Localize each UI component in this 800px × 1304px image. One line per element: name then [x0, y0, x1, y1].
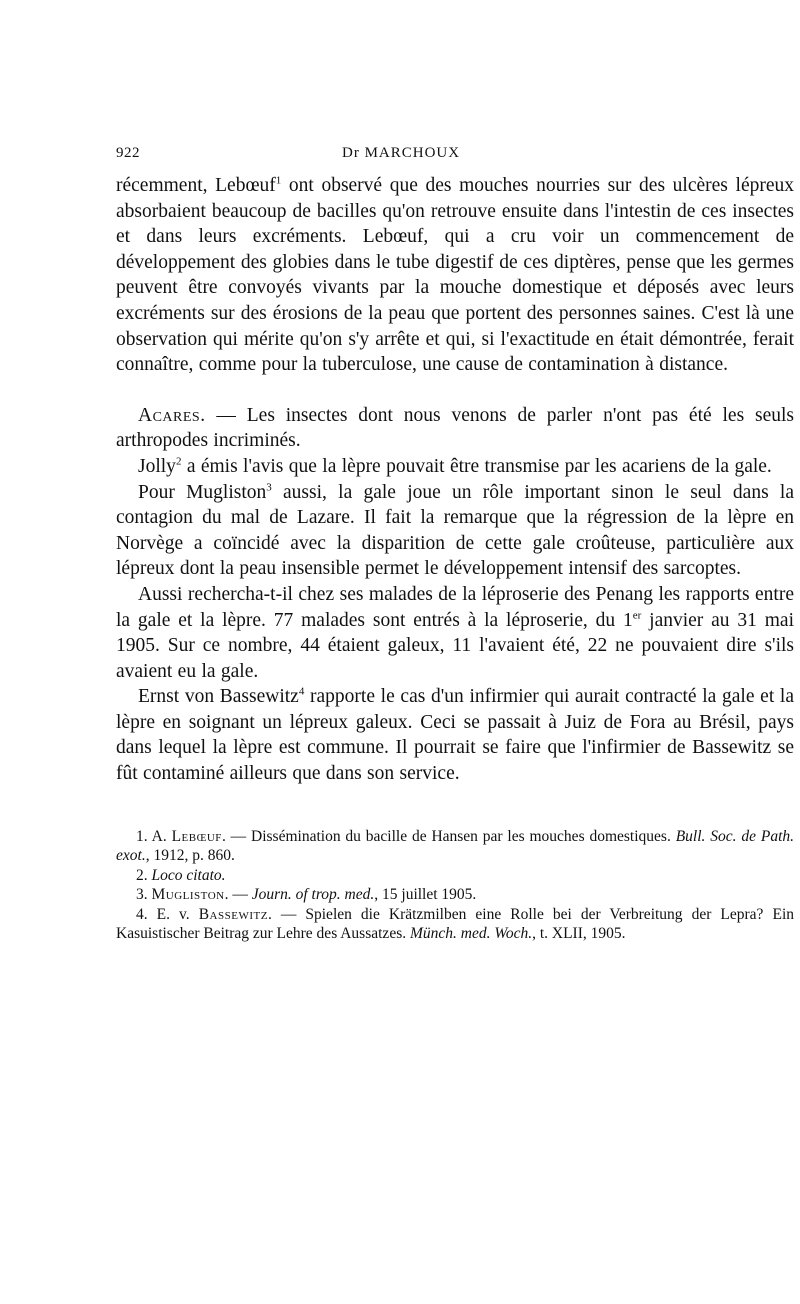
paragraph-1 — [116, 173, 794, 378]
footnote-ref-4: 4 — [298, 685, 305, 698]
footnote-4-number: 4. E. v. — [136, 905, 199, 923]
main-text — [116, 173, 794, 787]
paragraph-bassewitz-text-b: rapporte le cas d'un infirmier qui aurait contracté la gale et la lèpre en soignant un lépreux galeux. Ceci se passait à Juiz de Fora au Brésil, pays dans lequel la lèpre est commune. Il pourrait se faire que l'infirmier de Bassewitz se fût contaminé ailleurs que dans son service. — [116, 686, 794, 785]
footnote-ref-1: 1 — [275, 174, 282, 187]
footnote-1-text: . — Dissémination du bacille de Hansen par les mouches domestiques. — [221, 827, 676, 845]
footnote-3-rest: , 15 juillet 1905. — [374, 886, 477, 904]
footnote-3-author: Mugliston — [151, 886, 225, 904]
ordinal-superscript: er — [632, 609, 642, 621]
paragraph-penang-text-a: Aussi rechercha-t-il chez ses malades de la léproserie des Penang les rapports entre la gale et la lèpre. 77 malades sont entrés à la léproserie, du 1 — [116, 583, 794, 631]
footnote-3-journal: Journ. of trop. med. — [251, 886, 375, 904]
paragraph-jolly-text-a: Jolly — [138, 455, 176, 477]
paragraph-mugliston-text-b: aussi, la gale joue un rôle important sinon le seul dans la contagion du mal de Lazare. Il fait la remarque que la régression de la lèpre en Norvège a coïncidé avec la disparition de cette gale croûteuse, particulière aux lépreux dont la peau insensible permet le développement intensif des sarcoptes. — [116, 481, 794, 580]
paragraph-mugliston — [116, 480, 794, 582]
paragraph-acares-text: — Les insectes dont nous venons de parler n'ont pas été les seuls arthropodes incriminés. — [116, 404, 794, 452]
paragraph-bassewitz — [116, 684, 794, 786]
footnote-1-journal: Bull. Soc. de Path. exot. — [116, 827, 794, 865]
footnote-1 — [116, 827, 794, 866]
footnotes — [116, 827, 794, 944]
footnote-3 — [116, 885, 794, 905]
footnote-1-author: Lebœuf — [171, 827, 222, 845]
running-title: Dr MARCHOUX — [342, 145, 461, 161]
footnote-4-author: Bassewitz — [198, 905, 268, 923]
page-number: 922 — [116, 145, 140, 161]
footnote-ref-2: 2 — [175, 455, 182, 468]
footnote-3-number: 3. — [136, 886, 152, 904]
footnote-1-number: 1. A. — [136, 827, 172, 845]
footnote-3-text: . — — [224, 886, 252, 904]
paragraph-bassewitz-text-a: Ernst von Bassewitz — [138, 686, 299, 708]
footnote-2-number: 2. — [136, 866, 152, 884]
footnote-1-rest: , 1912, p. 860. — [145, 847, 235, 865]
footnote-4-journal: Münch. med. Woch. — [409, 925, 533, 943]
paragraph-1-text-b: ont observé que des mouches nourries sur des ulcères lépreux absorbaient beaucoup de bacilles qu'on retrouve ensuite dans l'intestin de ces insectes et dans leurs excréments. Lebœuf, qui a cru voir un commencement de développement des globies dans le tube digestif de ces diptères, pense que les germes peuvent être convoyés vivants par la mouche domestique et déposés avec leurs excréments sur des érosions de la peau que portent des personnes saines. C'est là une observation qui mérite qu'on s'y arrête et qui, si l'exactitude en était démontrée, ferait connaître, comme pour la tuberculose, une cause de contamination à distance. — [116, 175, 794, 376]
footnote-4-text: . — Spielen die Krätzmilben eine Rolle bei der Verbreitung der Lepra? Ein Kasuistischer Beitrag zur Lehre des Aussatzes. — [116, 905, 794, 943]
paragraph-mugliston-text-a: Pour Mugliston — [138, 481, 267, 503]
footnote-4 — [116, 905, 794, 944]
paragraph-penang-text-b: janvier au 31 mai 1905. Sur ce nombre, 44 étaient galeux, 11 l'avaient été, 22 ne pouvaient dire s'ils avaient eu la gale. — [116, 609, 794, 682]
paragraph-1-text-a: récemment, Lebœuf — [116, 175, 276, 196]
page-header — [116, 145, 794, 173]
paragraph-penang — [116, 582, 794, 684]
paragraph-jolly-text-b: a émis l'avis que la lèpre pouvait être transmise par les acariens de la gale. — [181, 455, 772, 477]
footnote-4-rest: , t. XLII, 1905. — [532, 925, 626, 943]
section-heading-acares: Acares. — [138, 404, 206, 426]
paragraph-acares — [116, 403, 794, 454]
paragraph-jolly — [116, 454, 794, 480]
footnote-2-text: Loco citato. — [151, 866, 226, 884]
footnote-2 — [116, 866, 794, 886]
footnote-ref-3: 3 — [266, 481, 272, 494]
book-page — [116, 145, 794, 944]
